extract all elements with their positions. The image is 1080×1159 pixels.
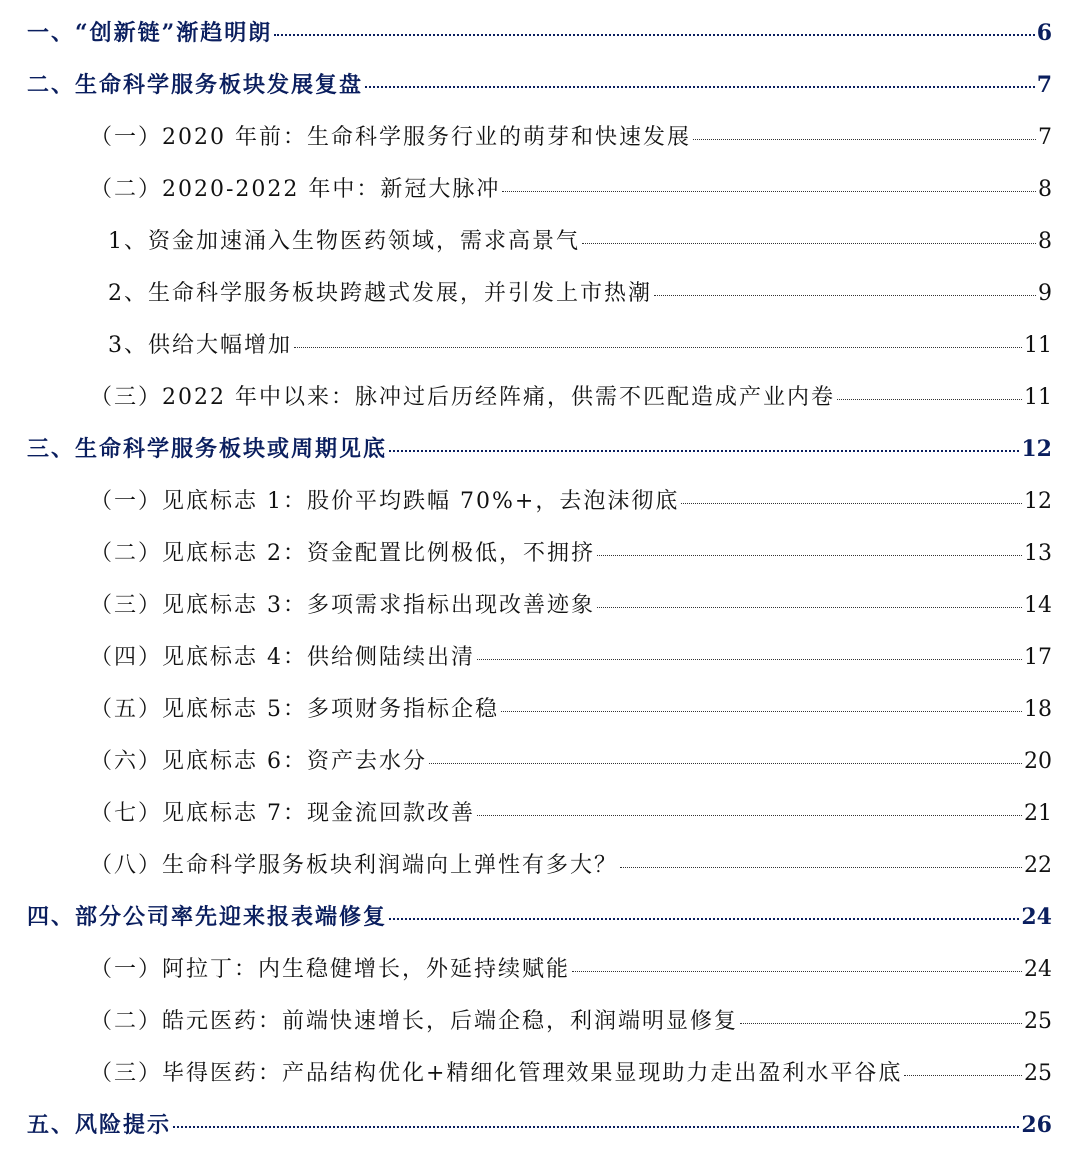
toc-dot-leader (582, 243, 1036, 244)
toc-dot-leader (693, 139, 1036, 140)
toc-entry-section-2-3[interactable] (90, 380, 1052, 411)
toc-page-number: 25 (1024, 1061, 1052, 1086)
toc-entry-title: （七）见底标志 7：现金流回款改善 (90, 801, 475, 826)
toc-entry-section-5[interactable] (27, 1108, 1052, 1139)
toc-dot-leader (837, 399, 1022, 400)
toc-page-number: 24 (1024, 957, 1052, 982)
toc-dot-leader (597, 555, 1022, 556)
toc-dot-leader (477, 659, 1022, 660)
toc-entry-title: （一）阿拉丁：内生稳健增长，外延持续赋能 (90, 957, 571, 982)
toc-entry-title: 3、供给大幅增加 (108, 333, 292, 358)
toc-entry-section-2-1[interactable] (90, 120, 1052, 151)
toc-entry-section-3-2[interactable] (90, 536, 1052, 567)
toc-entry-title: （三）2022 年中以来：脉冲过后历经阵痛，供需不匹配造成产业内卷 (90, 385, 835, 410)
toc-dot-leader (654, 295, 1036, 296)
toc-entry-title: （二）2020-2022 年中：新冠大脉冲 (90, 177, 501, 202)
toc-dot-leader (274, 34, 1034, 36)
toc-entry-title: 四、部分公司率先迎来报表端修复 (27, 904, 388, 930)
toc-dot-leader (904, 1075, 1022, 1076)
toc-entry-section-3-8[interactable] (90, 848, 1052, 879)
toc-entry-section-4-3[interactable] (90, 1056, 1052, 1087)
toc-page-number: 6 (1036, 20, 1052, 46)
toc-entry-title: （三）见底标志 3：多项需求指标出现改善迹象 (90, 593, 595, 618)
toc-entry-title: （二）皓元医药：前端快速增长，后端企稳，利润端明显修复 (90, 1009, 739, 1034)
toc-page-number: 8 (1038, 177, 1052, 202)
toc-entry-section-3-5[interactable] (90, 692, 1052, 723)
toc-entry-title: （五）见底标志 5：多项财务指标企稳 (90, 697, 499, 722)
toc-page-number: 11 (1024, 333, 1052, 358)
toc-page-number: 8 (1038, 229, 1052, 254)
toc-entry-title: （四）见底标志 4：供给侧陆续出清 (90, 645, 475, 670)
toc-entry-section-4-2[interactable] (90, 1004, 1052, 1035)
toc-dot-leader (173, 1126, 1019, 1128)
toc-dot-leader (501, 711, 1022, 712)
toc-dot-leader (740, 1023, 1022, 1024)
toc-entry-title: （八）生命科学服务板块利润端向上弹性有多大？ (90, 853, 619, 878)
toc-entry-section-2-2-3[interactable] (108, 328, 1052, 359)
toc-entry-title: 五、风险提示 (27, 1112, 172, 1138)
toc-page-number: 14 (1024, 593, 1052, 618)
toc-page-number: 9 (1038, 281, 1052, 306)
toc-dot-leader (429, 763, 1022, 764)
toc-dot-leader (597, 607, 1022, 608)
toc-dot-leader (502, 191, 1036, 192)
toc-entry-section-4-1[interactable] (90, 952, 1052, 983)
toc-entry-section-3-6[interactable] (90, 744, 1052, 775)
toc-page-number: 24 (1021, 904, 1052, 930)
toc-page-number: 22 (1024, 853, 1052, 878)
toc-entry-title: （一）见底标志 1：股价平均跌幅 70%+，去泡沫彻底 (90, 489, 680, 514)
toc-page-number: 12 (1024, 489, 1052, 514)
toc-page-number: 26 (1021, 1112, 1052, 1138)
toc-entry-section-3-4[interactable] (90, 640, 1052, 671)
toc-entry-section-3[interactable] (27, 432, 1052, 463)
toc-page-number: 18 (1024, 697, 1052, 722)
toc-page-number: 7 (1038, 125, 1052, 150)
toc-entry-section-4[interactable] (27, 900, 1052, 931)
toc-page-number: 7 (1036, 72, 1052, 98)
toc-entry-section-3-1[interactable] (90, 484, 1052, 515)
toc-dot-leader (389, 918, 1019, 920)
toc-page-number: 17 (1024, 645, 1052, 670)
toc-dot-leader (477, 815, 1022, 816)
toc-entry-section-2-2-1[interactable] (108, 224, 1052, 255)
toc-page-number: 13 (1024, 541, 1052, 566)
toc-entry-section-1[interactable] (27, 16, 1052, 47)
toc-dot-leader (294, 347, 1022, 348)
toc-entry-title: （六）见底标志 6：资产去水分 (90, 749, 427, 774)
toc-entry-title: 二、生命科学服务板块发展复盘 (27, 72, 364, 98)
toc-dot-leader (365, 86, 1035, 88)
toc-entry-title: 2、生命科学服务板块跨越式发展，并引发上市热潮 (108, 281, 652, 306)
toc-entry-title: （二）见底标志 2：资金配置比例极低，不拥挤 (90, 541, 595, 566)
toc-entry-section-2[interactable] (27, 68, 1052, 99)
toc-dot-leader (389, 450, 1019, 452)
toc-entry-section-3-3[interactable] (90, 588, 1052, 619)
toc-page-number: 20 (1024, 749, 1052, 774)
toc-dot-leader (572, 971, 1022, 972)
toc-page-number: 25 (1024, 1009, 1052, 1034)
toc-entry-section-3-7[interactable] (90, 796, 1052, 827)
toc-page-number: 21 (1024, 801, 1052, 826)
toc-entry-title: 一、“创新链”渐趋明朗 (27, 20, 273, 46)
toc-page-number: 11 (1024, 385, 1052, 410)
toc-dot-leader (620, 867, 1022, 868)
toc-page-number: 12 (1021, 436, 1052, 462)
toc-entry-title: 1、资金加速涌入生物医药领域，需求高景气 (108, 229, 580, 254)
toc-entry-section-2-2-2[interactable] (108, 276, 1052, 307)
toc-entry-title: 三、生命科学服务板块或周期见底 (27, 436, 388, 462)
toc-entry-section-2-2[interactable] (90, 172, 1052, 203)
toc-dot-leader (681, 503, 1022, 504)
toc-entry-title: （一）2020 年前：生命科学服务行业的萌芽和快速发展 (90, 125, 691, 150)
toc-entry-title: （三）毕得医药：产品结构优化+精细化管理效果显现助力走出盈利水平谷底 (90, 1061, 903, 1086)
